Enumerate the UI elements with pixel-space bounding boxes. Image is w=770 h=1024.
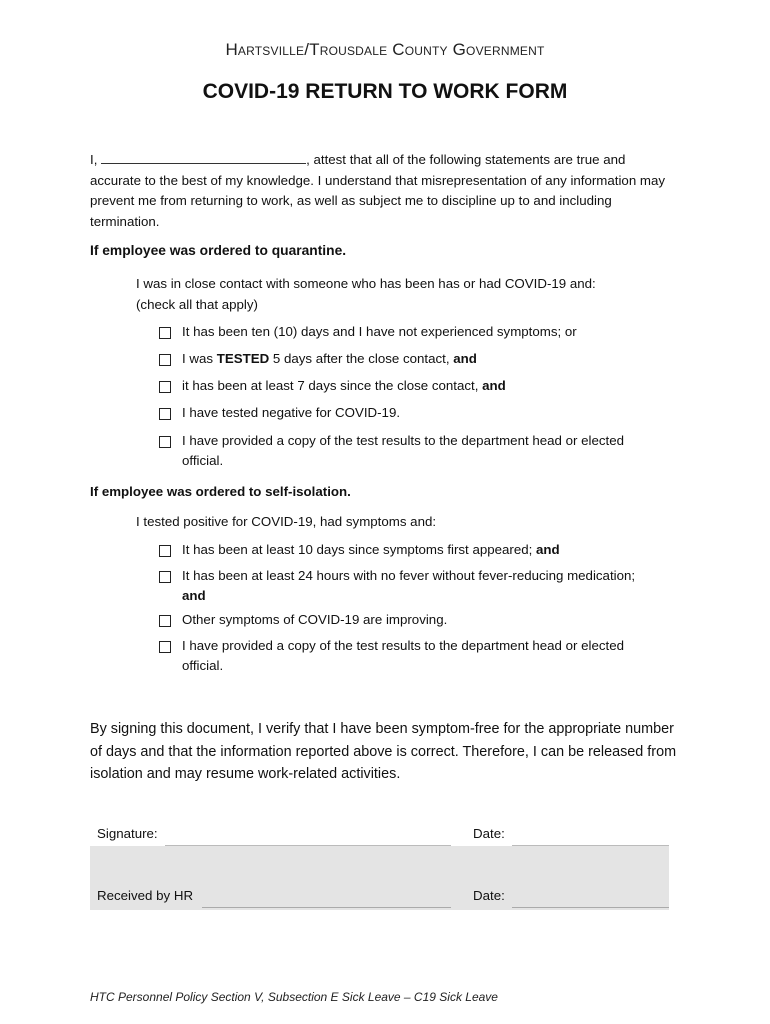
checkbox[interactable] (159, 615, 171, 627)
signature-field[interactable] (165, 845, 451, 846)
attestation-text: , attest that all of the following statements are true and accurate to the best of my knowledge. I understand that misrepresentation of any information may prevent me from returning to work, as well as subject me to discipline up to and including termination. (90, 152, 666, 229)
quarantine-item-3: it has been at least 7 days since the close contact, and (159, 376, 659, 396)
hr-signature-field[interactable] (202, 907, 451, 908)
form-title: COVID-19 RETURN TO WORK FORM (202, 80, 568, 103)
isolation-item-3: Other symptoms of COVID-19 are improving. (159, 610, 659, 630)
checkbox[interactable] (159, 327, 171, 339)
hr-date-field[interactable] (512, 907, 669, 908)
attestation-paragraph (90, 150, 680, 232)
quarantine-item-4: I have tested negative for COVID-19. (159, 403, 659, 423)
checkbox[interactable] (159, 354, 171, 366)
employee-name-field[interactable] (101, 151, 306, 164)
isolation-heading: If employee was ordered to self-isolation. (90, 484, 351, 499)
date-label: Date: (473, 826, 505, 841)
isolation-item-4: I have provided a copy of the test results to the department head or elected official. (159, 636, 649, 676)
quarantine-item-1: It has been ten (10) days and I have not experienced symptoms; or (159, 322, 659, 342)
hr-received-row (90, 882, 670, 908)
quarantine-item-2: I was TESTED 5 days after the close contact, and (159, 349, 659, 369)
quarantine-heading: If employee was ordered to quarantine. (90, 243, 347, 258)
organization-name: Hartsville/Trousdale County Government (225, 40, 545, 59)
signature-label: Signature: (97, 826, 158, 841)
signature-row (90, 820, 670, 846)
checkbox[interactable] (159, 408, 171, 420)
quarantine-item-5: I have provided a copy of the test results to the department head or elected official. (159, 431, 649, 471)
policy-footer: HTC Personnel Policy Section V, Subsection E Sick Leave – C19 Sick Leave (90, 990, 498, 1004)
checkbox[interactable] (159, 436, 171, 448)
quarantine-lead-line1: I was in close contact with someone who has been has or had COVID-19 and: (136, 276, 596, 291)
attestation-prefix: I, (90, 152, 98, 167)
quarantine-lead (136, 274, 656, 315)
isolation-item-1: It has been at least 10 days since symptoms first appeared; and (159, 540, 659, 560)
quarantine-lead-line2: (check all that apply) (136, 296, 258, 312)
isolation-lead: I tested positive for COVID-19, had symptoms and: (136, 514, 437, 529)
hr-date-label: Date: (473, 888, 505, 903)
isolation-item-2: It has been at least 24 hours with no fever without fever-reducing medication; and (159, 566, 659, 606)
received-by-hr-label: Received by HR (97, 888, 194, 903)
date-field[interactable] (512, 845, 669, 846)
closing-statement: By signing this document, I verify that I have been symptom-free for the appropriate number of days and that the information reported above is correct. Therefore, I can be released from isolation and may resume work-related activities. (90, 721, 677, 782)
checkbox[interactable] (159, 571, 171, 583)
checkbox[interactable] (159, 641, 171, 653)
checkbox[interactable] (159, 545, 171, 557)
checkbox[interactable] (159, 381, 171, 393)
